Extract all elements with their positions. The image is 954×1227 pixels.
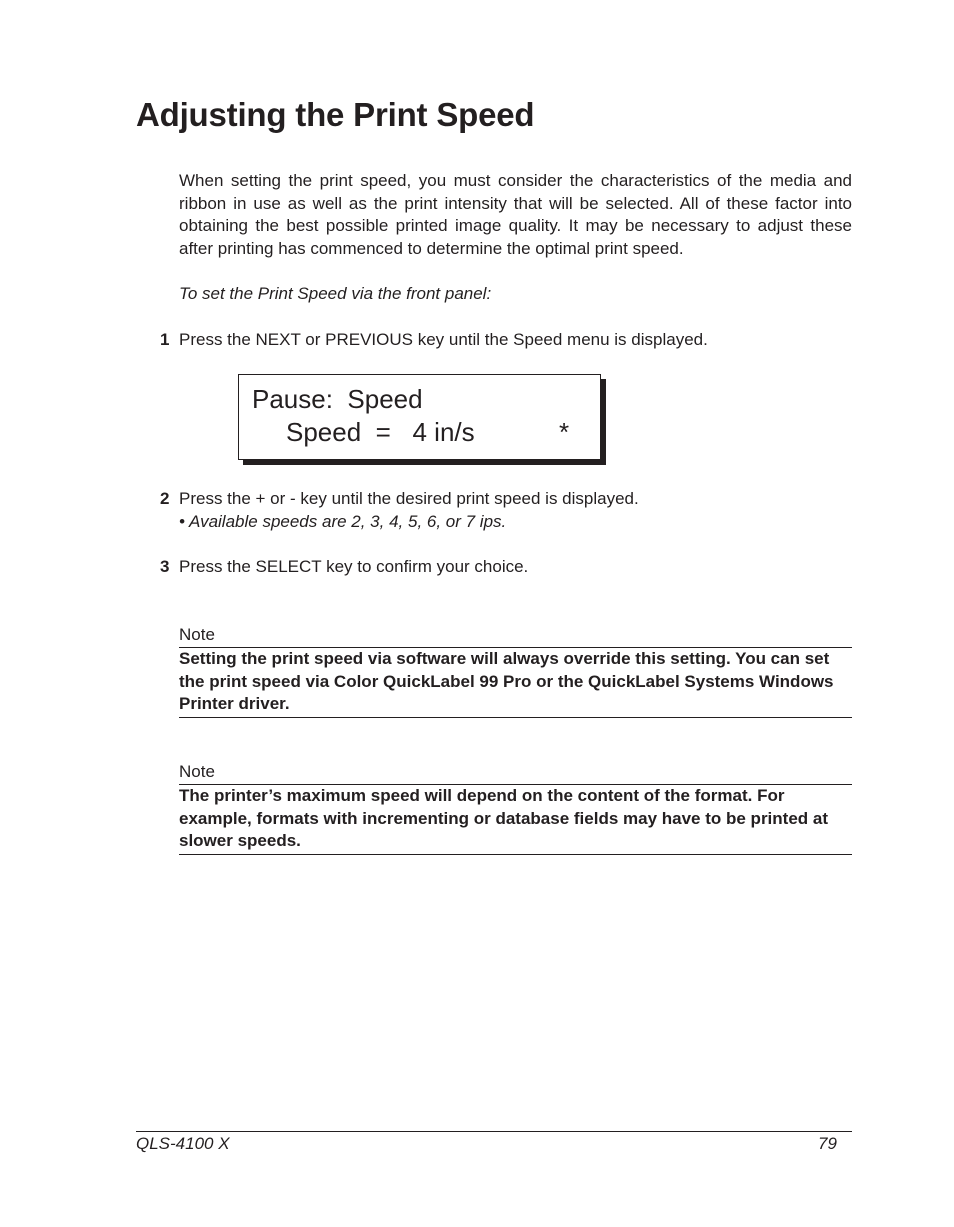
- step-subnote: • Available speeds are 2, 3, 4, 5, 6, or 7 ips.: [179, 512, 507, 531]
- page-title: Adjusting the Print Speed: [136, 96, 535, 133]
- step-number: 3: [160, 557, 170, 576]
- note-1: [179, 625, 852, 718]
- footer-model: QLS-4100 X: [136, 1134, 230, 1153]
- step-text: Press the + or - key until the desired print speed is displayed.: [179, 489, 639, 508]
- step-text: Press the SELECT key to confirm your choice.: [179, 557, 529, 576]
- step-number: 1: [160, 330, 170, 349]
- page-number: 79: [818, 1134, 837, 1153]
- note-2: [179, 762, 852, 855]
- intro-paragraph: When setting the print speed, you must consider the characteristics of the media and ribbon in use as well as the print intensity that will be selected. All of these factor into obtaining the best possible printed image quality. It may be necessary to adjust these after printing has commenced to determine the optimal print speed.: [179, 171, 852, 259]
- procedure-heading: To set the Print Speed via the front panel:: [179, 284, 492, 303]
- lcd-cursor: *: [559, 417, 570, 447]
- step-number: 2: [160, 489, 170, 508]
- footer-divider: [136, 1131, 852, 1132]
- lcd-line-2: Speed = 4 in/s: [286, 417, 475, 447]
- step-text: Press the NEXT or PREVIOUS key until the Speed menu is displayed.: [179, 330, 708, 349]
- note-text: The printer’s maximum speed will depend on the content of the format. For example, formats with incrementing or database fields may have to be printed at slower speeds.: [179, 784, 852, 855]
- note-label: Note: [179, 762, 215, 781]
- lcd-line-1: Pause: Speed: [252, 384, 423, 414]
- note-text: Setting the print speed via software will always override this setting. You can set the print speed via Color QuickLabel 99 Pro or the QuickLabel Systems Windows Printer driver.: [179, 647, 852, 718]
- lcd-display: [238, 374, 601, 460]
- note-label: Note: [179, 625, 215, 644]
